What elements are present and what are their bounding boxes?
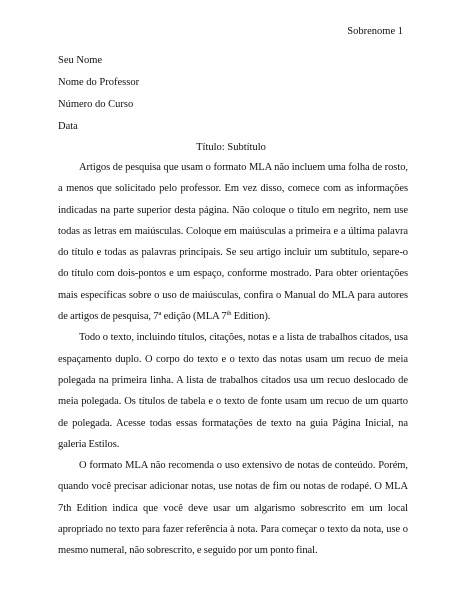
date: Data [58, 121, 78, 132]
student-name: Seu Nome [58, 55, 103, 66]
body-text [58, 157, 408, 562]
paragraph-1 [58, 157, 408, 327]
paper-title: Título: Subtítulo [196, 142, 266, 153]
paragraph-1-text: Artigos de pesquisa que usam o formato MLA não incluem uma folha de rosto, a menos que solicitado pelo professor. Em vez disso, comece com as informações indicadas na parte superior desta página. Não coloque o título em negrito, nem use todas as letras em maiúsculas. Coloque em maiúsculas a primeira e a última palavra do título e todas as palavras principais. Se seu artigo incluir um subtítulo, separe-o do título com dois-pontos e um espaço, conforme mostrado. Para obter orientações mais específicas sobre o uso de maiúsculas, confira o Manual do MLA para autores de artigos de pesquisa, 7ª edição (MLA 7 [58, 162, 408, 323]
superscript-th: th [226, 310, 232, 318]
paragraph-1-end: Edition). [231, 311, 271, 323]
paragraph-3: O formato MLA não recomenda o uso extensivo de notas de conteúdo. Porém, quando você precisar adicionar notas, use notas de fim ou notas de rodapé. O MLA 7th Edition indica que você deve usar um algarismo sobrescrito em um local apropriado no texto para fazer referência à nota. Para começar o texto da nota, use o mesmo numeral, não sobrescrito, e seguido por um ponto final. [58, 460, 408, 557]
professor-name: Nome do Professor [58, 77, 140, 88]
running-head: Sobrenome 1 [347, 26, 403, 37]
mla-heading [58, 54, 404, 142]
course-number: Número do Curso [58, 99, 134, 110]
paragraph-2: Todo o texto, incluindo títulos, citações, notas e a lista de trabalhos citados, usa espaçamento duplo. O corpo do texto e o texto das notas usam um recuo de meia polegada na primeira linha. A lista de trabalhos citados usa um recuo deslocado de meia polegada. Os títulos de tabela e o texto de fonte usam um recuo de um quarto de polegada. Acesse todas essas formatações de texto na guia Página Inicial, na galeria Estilos. [58, 332, 408, 450]
